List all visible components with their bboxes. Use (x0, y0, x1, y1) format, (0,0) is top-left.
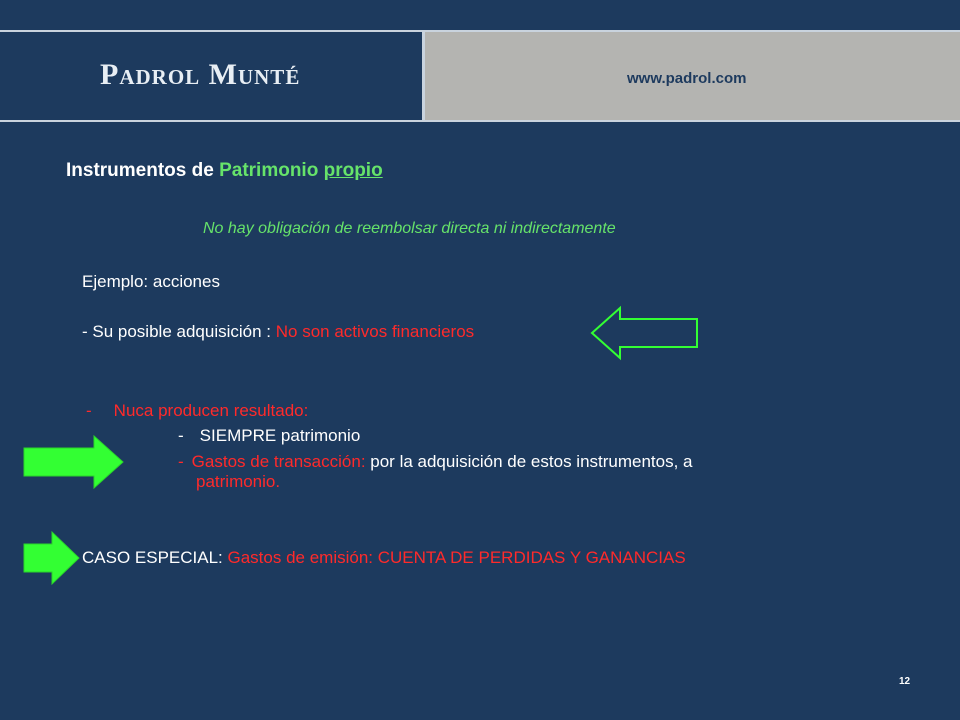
brand-logo-text: Padrol Munté (100, 58, 301, 91)
right-arrow-icon (22, 530, 82, 586)
adquisicion-line (82, 322, 474, 342)
title-part-4: propio (323, 160, 383, 181)
caso-label: CASO ESPECIAL: (82, 548, 228, 567)
url-panel (425, 32, 960, 120)
resultado-line (86, 401, 308, 421)
subtitle-text: No hay obligación de reembolsar directa ni indirectamente (203, 220, 616, 237)
resultado-bullet: - (86, 401, 92, 420)
page-number: 12 (899, 676, 911, 687)
gastos-line-2: patrimonio. (196, 472, 281, 491)
adquisicion-label: - Su posible adquisición : (82, 322, 276, 341)
brand-panel (0, 32, 425, 120)
resultado-text: Nuca producen resultado: (113, 401, 309, 420)
right-arrow-icon (22, 434, 126, 490)
slide-title (66, 160, 383, 182)
header-bar (0, 30, 960, 122)
gastos-red-text: Gastos de transacción: (191, 452, 366, 471)
example-text: Ejemplo: acciones (82, 272, 220, 291)
siempre-line (178, 426, 360, 446)
caso-especial-line (82, 548, 686, 568)
gastos-bullet: - (178, 452, 184, 471)
caso-value: Gastos de emisión: CUENTA DE PERDIDAS Y GANANCIAS (227, 548, 686, 567)
title-part-2: Patrimonio (219, 160, 319, 181)
siempre-bullet: - (178, 426, 184, 445)
title-part-1: Instrumentos de (66, 160, 220, 181)
gastos-line (178, 452, 693, 472)
website-url[interactable]: www.padrol.com (627, 70, 747, 87)
siempre-text: SIEMPRE patrimonio (199, 426, 361, 445)
adquisicion-value: No son activos financieros (275, 322, 475, 341)
left-arrow-icon (590, 306, 700, 360)
gastos-white-text: por la adquisición de estos instrumentos, a (365, 452, 693, 471)
